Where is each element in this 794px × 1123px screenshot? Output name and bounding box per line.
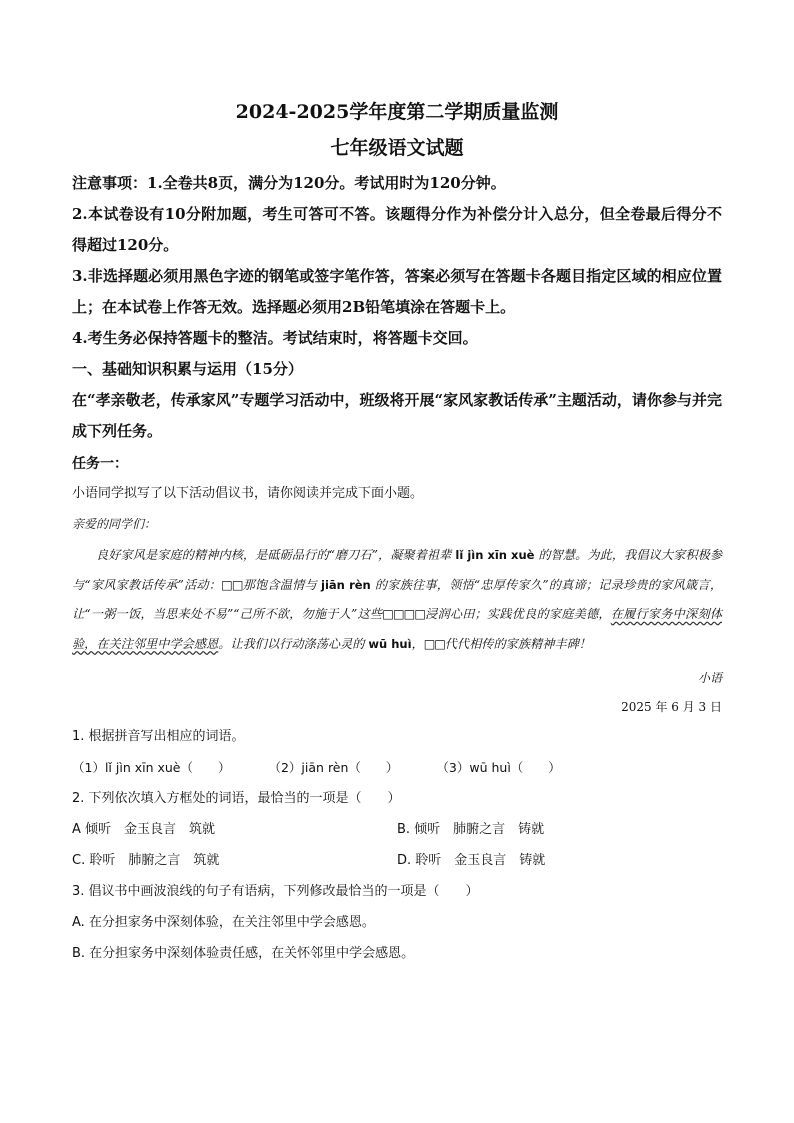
letter-date: 2025 年 6 月 3 日 — [621, 700, 722, 714]
option-a: A. 在分担家务中深刻体验，在关注邻里中学会感恩。 — [72, 915, 375, 930]
exam-title: 2024-2025学年度第二学期质量监测 — [235, 101, 559, 123]
letter-text: 那饱含温情与 — [242, 577, 317, 592]
question-2-stem: 2. 下列依次填入方框处的词语，最恰当的一项是（ ） — [72, 791, 401, 806]
option-b: B. 在分担家务中深刻体验责任感，在关怀邻里中学会感恩。 — [72, 946, 415, 961]
exam-page — [72, 98, 722, 969]
letter-text: 代代相传的家族精神丰碑！ — [444, 636, 591, 651]
letter-signature: 小语 — [697, 671, 722, 685]
task-label: 任务一： — [72, 456, 128, 472]
letter-text: 的家族往事，领悟“忠厚传家久”的真谛；记录珍贵的家风箴言，让“一粥一饭，当思来处不易”“己所不欲，勿施于人”这些 — [72, 577, 723, 621]
section-heading: 一、基础知识积累与运用（15分） — [72, 360, 303, 378]
note-3: 3.非选择题必须用黑色字迹的钢笔或签字笔作答，答案必须写在答题卡各题目指定区域的相应位置上；在本试卷上作答无效。选择题必须用2B铅笔填涂在答题卡上。 — [72, 267, 722, 316]
task-intro: 小语同学拟写了以下活动倡议书，请你阅读并完成下面小题。 — [72, 486, 424, 501]
letter-text: 良好家风是家庭的精神内核，是砥砺品行的“磨刀石”，凝聚着祖辈 — [96, 548, 452, 562]
sub-item: （3）wū huì（ ） — [436, 760, 561, 775]
sub-item: （2）jiān rèn（ ） — [268, 760, 399, 775]
activity-intro: 在“孝亲敬老，传承家风”专题学习活动中，班级将开展“家风家教话传承”主题活动，请你参与并完成下列任务。 — [72, 391, 722, 440]
letter-text: ， — [411, 636, 424, 651]
letter-greeting: 亲爱的同学们： — [72, 517, 157, 531]
option-b: B. 倾听 肺腑之言 铸就 — [397, 822, 545, 837]
question-3-stem: 3. 倡议书中画波浪线的句子有语病，下列修改最恰当的一项是（ ） — [72, 884, 479, 899]
pinyin-1: lǐ jìn xīn xuè — [455, 548, 535, 562]
question-1-items — [72, 752, 722, 783]
pinyin-3: wū huì — [368, 636, 412, 651]
exam-subtitle: 七年级语文试题 — [330, 137, 464, 159]
letter-text: 浸润心田；实践优良的家庭美德， — [425, 607, 611, 621]
sub-item: （1）lǐ jìn xīn xuè（ ） — [72, 760, 231, 775]
question-1-stem: 1. 根据拼音写出相应的词语。 — [72, 729, 245, 744]
blank-box: □□□□ — [382, 607, 426, 621]
blank-box: □□ — [221, 577, 243, 592]
pinyin-2: jiān rèn — [321, 577, 371, 592]
option-c: C. 聆听 肺腑之言 筑就 — [72, 853, 220, 868]
letter-text: 。让我们以行动涤荡心灵的 — [218, 636, 365, 651]
letter-body — [72, 541, 722, 659]
option-a: A 倾听 金玉良言 筑就 — [72, 822, 216, 837]
note-4: 4.考生务必保持答题卡的整洁。考试结束时，将答题卡交回。 — [72, 329, 478, 347]
note-1: 注意事项：1.全卷共8页，满分为120分。考试用时为120分钟。 — [72, 174, 506, 192]
letter-text: 的智慧。为此，我倡议大家积极参与“家风家教话传承”活动： — [72, 548, 723, 592]
question-2-options — [72, 814, 722, 876]
option-d: D. 聆听 金玉良言 铸就 — [397, 853, 546, 868]
blank-box: □□ — [423, 636, 445, 651]
wavy-sentence: 在履行家务中深刻体验，在关注邻里中学会感恩 — [72, 607, 723, 651]
note-2: 2.本试卷设有10分附加题，考生可答可不答。该题得分作为补偿分计入总分，但全卷最后得分不得超过120分。 — [72, 205, 722, 254]
